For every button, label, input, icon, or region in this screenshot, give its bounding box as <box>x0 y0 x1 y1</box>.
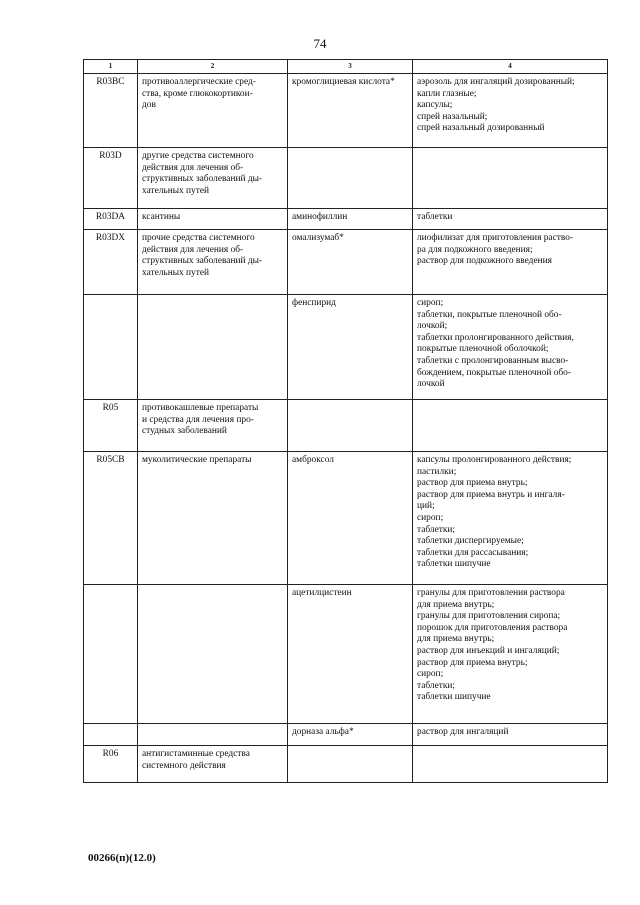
drug-cell: кромоглициевая кислота* <box>288 74 413 148</box>
group-cell: муколитические препараты <box>138 452 288 585</box>
forms-cell: капсулы пролонгированного действия; пастилки; раствор для приема внутрь; раствор для приема внутрь и ингаля- ций; сироп; таблетки; таблетки диспергируемые; таблетки для рассасывания; таблетки шипучие <box>413 452 608 585</box>
atc-code-cell: R05CB <box>84 452 138 585</box>
forms-cell <box>413 148 608 209</box>
drug-cell: омализумаб* <box>288 230 413 295</box>
forms-cell: аэрозоль для ингаляций дозированный; капли глазные; капсулы; спрей назальный; спрей назальный дозированный <box>413 74 608 148</box>
atc-code-cell: R03D <box>84 148 138 209</box>
group-cell <box>138 724 288 746</box>
atc-code-cell: R03BC <box>84 74 138 148</box>
drug-cell <box>288 148 413 209</box>
atc-code-cell <box>84 724 138 746</box>
table-row <box>84 230 608 295</box>
forms-cell: раствор для ингаляций <box>413 724 608 746</box>
atc-code-cell <box>84 585 138 724</box>
group-cell: антигистаминные средства системного действия <box>138 746 288 783</box>
table-row <box>84 400 608 452</box>
drug-cell: ацетилцистеин <box>288 585 413 724</box>
table-row <box>84 74 608 148</box>
forms-cell <box>413 400 608 452</box>
column-header-3: 3 <box>288 60 413 74</box>
drug-cell <box>288 400 413 452</box>
column-header-1: 1 <box>84 60 138 74</box>
drug-cell: аминофиллин <box>288 209 413 230</box>
atc-code-cell: R05 <box>84 400 138 452</box>
group-cell <box>138 295 288 400</box>
forms-cell: лиофилизат для приготовления раство- ра для подкожного введения; раствор для подкожного введения <box>413 230 608 295</box>
table-row <box>84 746 608 783</box>
table-row <box>84 148 608 209</box>
drug-table <box>83 59 608 783</box>
table-row <box>84 295 608 400</box>
drug-cell: амброксол <box>288 452 413 585</box>
drug-cell <box>288 746 413 783</box>
table-row <box>84 585 608 724</box>
drug-cell: дорназа альфа* <box>288 724 413 746</box>
group-cell <box>138 585 288 724</box>
document-code-footer: 00266(п)(12.0) <box>88 852 156 864</box>
group-cell: противоаллергические сред- ства, кроме глюкокортикои- дов <box>138 74 288 148</box>
forms-cell: сироп; таблетки, покрытые пленочной обо- лочкой; таблетки пролонгированного действия, покрытые пленочной оболочкой; таблетки с пролонгированным высво- бождением, покрытые пленочной обо- лочкой <box>413 295 608 400</box>
atc-code-cell: R06 <box>84 746 138 783</box>
table-header-row <box>84 60 608 74</box>
group-cell: противокашлевые препараты и средства для лечения про- студных заболеваний <box>138 400 288 452</box>
drug-cell: фенспирид <box>288 295 413 400</box>
table-row <box>84 452 608 585</box>
group-cell: ксантины <box>138 209 288 230</box>
atc-code-cell: R03DA <box>84 209 138 230</box>
atc-code-cell: R03DX <box>84 230 138 295</box>
forms-cell <box>413 746 608 783</box>
table-row <box>84 724 608 746</box>
column-header-2: 2 <box>138 60 288 74</box>
forms-cell: гранулы для приготовления раствора для приема внутрь; гранулы для приготовления сиропа; порошок для приготовления раствора для приема внутрь; раствор для инъекций и ингаляций; раствор для приема внутрь; сироп; таблетки; таблетки шипучие <box>413 585 608 724</box>
group-cell: прочие средства системного действия для лечения об- структивных заболеваний ды- хательных путей <box>138 230 288 295</box>
group-cell: другие средства системного действия для лечения об- структивных заболеваний ды- хательных путей <box>138 148 288 209</box>
column-header-4: 4 <box>413 60 608 74</box>
forms-cell: таблетки <box>413 209 608 230</box>
atc-code-cell <box>84 295 138 400</box>
page-number: 74 <box>313 36 327 51</box>
table-row <box>84 209 608 230</box>
